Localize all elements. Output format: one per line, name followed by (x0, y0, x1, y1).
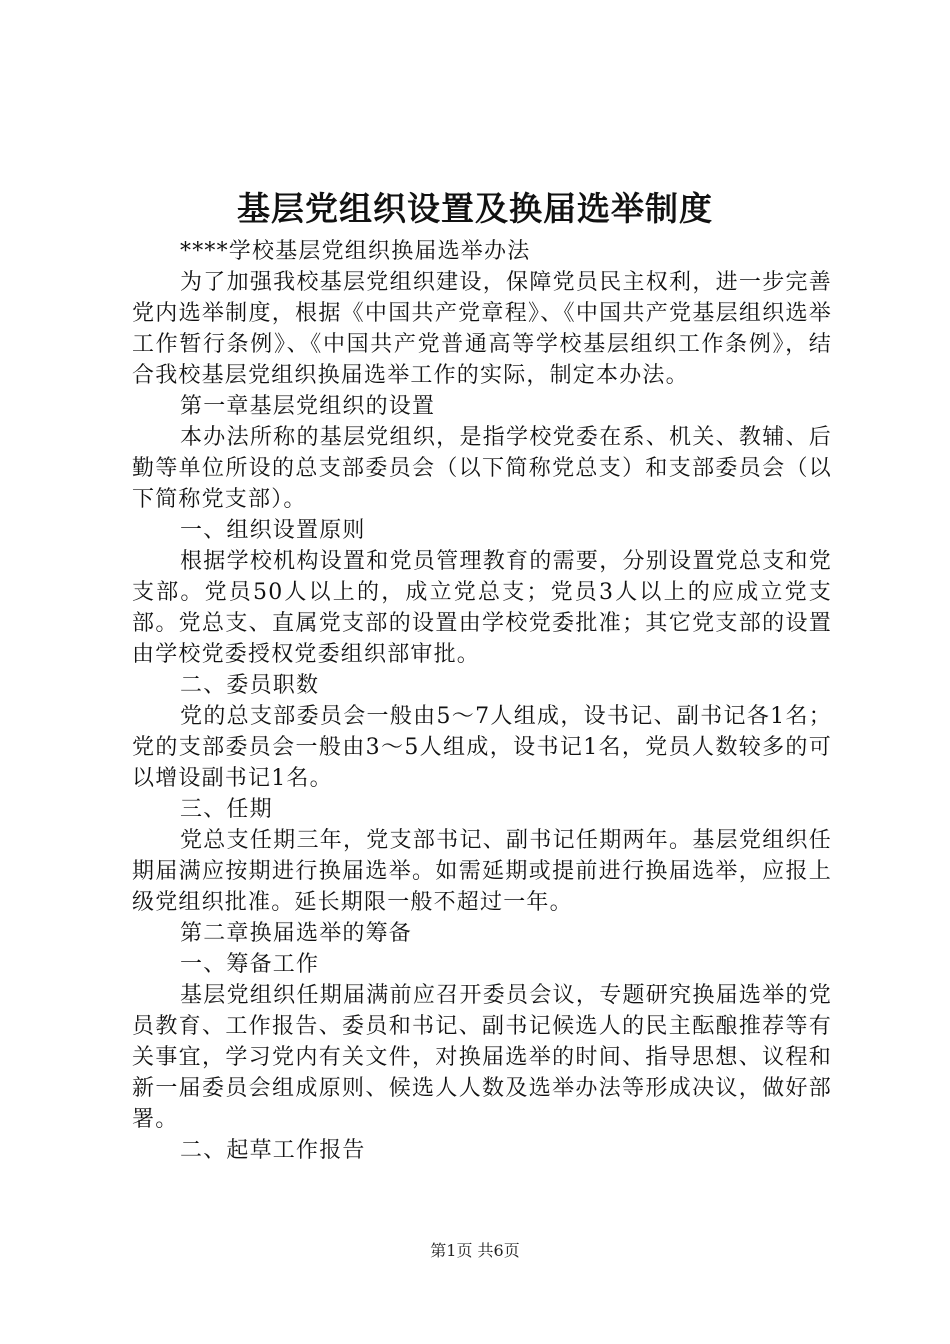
section-heading: 一、组织设置原则 (180, 518, 366, 543)
section-heading: 二、起草工作报告 (180, 1138, 366, 1163)
paragraph: 根据学校机构设置和党员管理教育的需要，分别设置党总支和党支部。党员50人以上的，成立党总支；党员3人以上的应成立党支部。党总支、直属党支部的设置由学校党委批准；其它党支部的设置由学校党委授权党委组织部审批。 (132, 549, 832, 667)
document-title: 基层党组织设置及换届选举制度 (237, 189, 713, 228)
section-heading: 一、筹备工作 (180, 952, 320, 977)
paragraph: 党总支任期三年，党支部书记、副书记任期两年。基层党组织任期届满应按期进行换届选举。如需延期或提前进行换届选举，应报上级党组织批准。延长期限一般不超过一年。 (132, 828, 832, 915)
paragraph: 党的总支部委员会一般由5～7人组成，设书记、副书记各1名；党的支部委员会一般由3～5人组成，设书记1名，党员人数较多的可以增设副书记1名。 (132, 704, 832, 791)
page-number: 第1页 共6页 (430, 1241, 520, 1260)
paragraph-subtitle: ****学校基层党组织换届选举办法 (180, 239, 531, 264)
paragraph: 本办法所称的基层党组织，是指学校党委在系、机关、教辅、后勤等单位所设的总支部委员会（以下简称党总支）和支部委员会（以下简称党支部）。 (132, 425, 832, 512)
section-heading: 三、任期 (180, 797, 273, 822)
section-heading: 二、委员职数 (180, 673, 320, 698)
paragraph: 基层党组织任期届满前应召开委员会议，专题研究换届选举的党员教育、工作报告、委员和书记、副书记候选人的民主酝酿推荐等有关事宜，学习党内有关文件，对换届选举的时间、指导思想、议程和新一届委员会组成原则、候选人人数及选举办法等形成决议，做好部署。 (132, 983, 832, 1132)
paragraph-intro: 为了加强我校基层党组织建设，保障党员民主权利，进一步完善党内选举制度，根据《中国共产党章程》、《中国共产党基层组织选举工作暂行条例》、《中国共产党普通高等学校基层组织工作条例》，结合我校基层党组织换届选举工作的实际，制定本办法。 (132, 270, 832, 388)
page-footer (0, 1240, 950, 1262)
document-body (132, 236, 832, 1166)
chapter-heading-1: 第一章基层党组织的设置 (180, 394, 436, 419)
chapter-heading-2: 第二章换届选举的筹备 (180, 921, 413, 946)
